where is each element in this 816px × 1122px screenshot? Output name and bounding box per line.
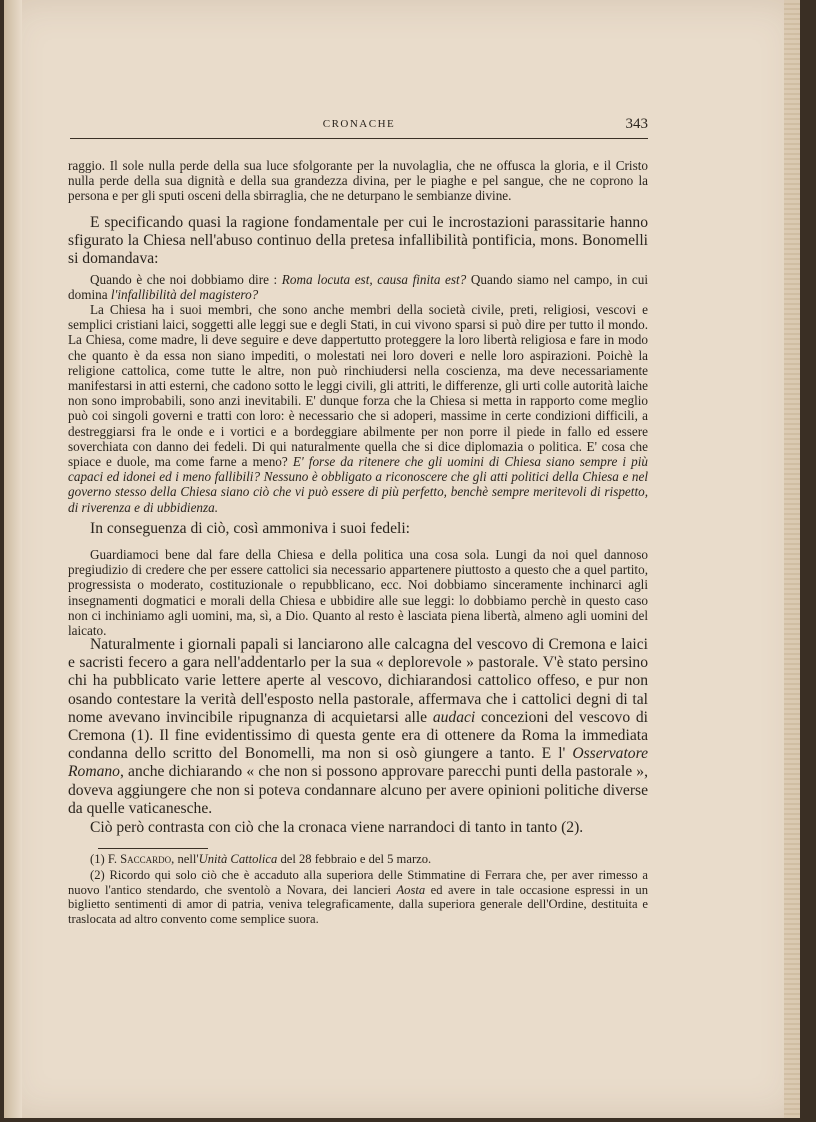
page-number: 343 xyxy=(625,116,648,132)
footnote-2-text-b: ed avere in tale occasione espressi in un biglietto sentimenti di amor di patria, veniva telegraficamente, dalla superiora generale dell'Ordine, destituita e traslocata ad altro convento come semplice suora. xyxy=(68,882,648,926)
footnote-rule xyxy=(98,848,208,849)
paragraph-4-text-a: Naturalmente i giornali papali si lanciarono alle calcagna del vescovo di Cremona e laici e sacristi fecero a gara nell'addentarlo per la sua « deplorevole » pastorale. V'è stato persino chi ha pubblicato varie lettere aperte al vescovo, dichiarandosi cattolico offeso, e pur non osando contestare la verità dell'esposto nella pastorale, affermava che i cattolici degni di tal nome avevano invincibile ripugnanza di acquietarsi alle xyxy=(68,636,648,726)
paragraph-4-italic-1: audaci xyxy=(432,708,476,726)
quote-1 xyxy=(68,272,648,302)
quote-2-italic: E' forse da ritenere che gli uomini di Chiesa siano sempre i più capaci ed idonei ed i meno fallibili? Nessuno è obbligato a riconoscere che gli atti politici della Chiesa e nel governo stesso della Chiesa siano ciò che vi può essere di più perfetto, benchè sempre meritevoli di rispetto, di riverenza e di ubbidienza. xyxy=(68,454,648,515)
quote-2 xyxy=(68,302,648,515)
paragraph-1: raggio. Il sole nulla perde della sua luce sfolgorante per la nuvolaglia, che ne offusca la gloria, e il Cristo nulla perde della sua dignità e della sua grandezza divina, per le piaghe e pel sangue, che ne coprono la persona e per gli sputi osceni della sbirraglia, che ne deturpano le sembianze divine. xyxy=(68,158,648,204)
paragraph-4-italic-2: Osservatore Romano xyxy=(68,745,648,781)
footnote-1-author: Saccardo xyxy=(120,852,172,866)
header-rule xyxy=(70,138,648,139)
footnote-1-italic: Unità Cattolica xyxy=(198,852,278,866)
paragraph-3: In conseguenza di ciò, così ammoniva i suoi fedeli: xyxy=(90,520,411,537)
paragraph-4-text-b: concezioni del vescovo di Cremona (1). Il fine evidentissimo di questa gente era di ottenere da Roma la immediata condanna dello scritto del Bonomelli, ma non si osò giungere a tanto. E l' xyxy=(68,708,648,763)
footnote-1-text-b: , nell' xyxy=(171,852,199,866)
quote-1-text-a: Quando è che noi dobbiamo dire : xyxy=(90,272,282,287)
quote-3: Guardiamoci bene dal fare della Chiesa e della politica una cosa sola. Lungi da noi quel dannoso pregiudizio di credere che per essere cattolici sia necessario appartenere piuttosto a questo che a quel partito, progressista o moderato, costituzionale o repubblicano, ecc. Noi dobbiamo sinceramente inchinarci agli insegnamenti dogmatici e morali della Chiesa e ubbidire alle sue leggi: lo dobbiamo perchè in questo caso non ci inchiniamo agli uomini, ma, sì, a Dio. Quanto al resto è lasciata piena libertà, almeno agli uomini del laicato. xyxy=(68,547,648,639)
quote-1-latin: Roma locuta est, causa finita est? xyxy=(281,272,467,287)
running-head xyxy=(70,116,648,140)
footnote-2 xyxy=(68,868,648,926)
paragraph-5: Ciò però contrasta con ciò che la cronaca viene narrandoci di tanto in tanto (2). xyxy=(90,819,584,836)
footnote-1 xyxy=(68,852,648,867)
quote-1-italic-end: l'infallibilità del magistero? xyxy=(110,287,259,303)
footnote-1-text-a: (1) F. xyxy=(90,852,121,866)
footnote-2-text-a: (2) Ricordo qui solo ciò che è accaduto alla superiora delle Stimmatine di Ferrara che, per aver rimesso a nuovo l'antico stendardo, che sventolò a Novara, dei lancieri xyxy=(68,868,648,897)
quote-2-text: La Chiesa ha i suoi membri, che sono anche membri della società civile, preti, religiosi, vescovi e semplici cristiani laici, soggetti alle leggi sue e degli Stati, in cui vivono sparsi si può dire per tutto il mondo. La Chiesa, come madre, li deve seguire e deve dappertutto proteggere la loro libertà religiosa e fare in modo che quanto è da essa non siano impediti, o molestati nei loro doveri e nelle loro aspirazioni. Poichè la religione cattolica, come tutte le altre, non può rinchiudersi nella coscienza, ma deve necessariamente manifestarsi in atti esterni, che cadono sotto le leggi civili, gli attriti, le differenze, gli urti colle autorità laiche non sono improbabili, sono anzi inevitabili. E' dunque forza che la Chiesa si metta in rapporto come meglio può coi singoli governi e tratti con loro: è necessario che si adoperi, massime in certe condizioni difficili, a destreggiarsi fra le onde e i vortici e a bordeggiare abilmente per non porre il piede in fallo ed essere soverchiata con danno dei fedeli. Di qui naturalmente quella che si dice diplomazia o politica. E' cosa che spiace e duole, ma come farne a meno? xyxy=(68,302,648,470)
page-fore-edge xyxy=(784,0,800,1118)
section-title: CRONACHE xyxy=(322,118,396,130)
paragraph-4-text-c: , anche dichiarando « che non si possono approvare parecchi punti della pastorale », doveva aggiungere che non si poteva condannare alcuno per avere opinioni politiche diverse da quelle vaticanesche. xyxy=(68,763,648,817)
quote-1-text-b: Quando siamo nel campo, in cui domina xyxy=(68,272,648,303)
paragraph-2: E specificando quasi la ragione fondamentale per cui le incrostazioni parassitarie hanno sfigurato la Chiesa nell'abuso continuo della pretesa infallibilità pontificia, mons. Bonomelli si domandava: xyxy=(68,214,648,268)
page-gutter xyxy=(4,0,22,1118)
footnote-1-text-c: del 28 febbraio e del 5 marzo. xyxy=(277,852,432,866)
paragraph-4 xyxy=(68,636,648,818)
footnote-2-italic: Aosta xyxy=(396,882,426,897)
